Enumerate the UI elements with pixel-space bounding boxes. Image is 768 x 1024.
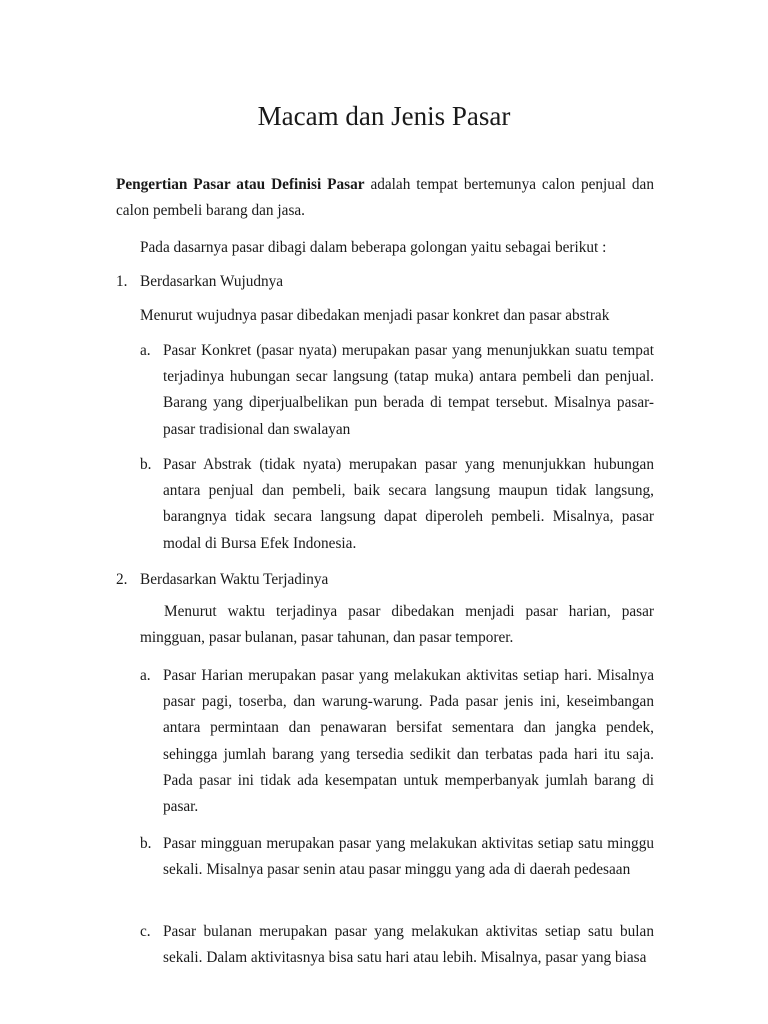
list-item-marker: c. xyxy=(140,923,151,940)
list-item-marker: b. xyxy=(140,456,152,473)
section-2-title: Berdasarkan Waktu Terjadinya xyxy=(140,571,329,588)
document-title: Macam dan Jenis Pasar xyxy=(257,101,511,131)
section-1-number: 1. xyxy=(116,273,128,290)
intro-paragraph xyxy=(116,172,654,224)
list-item-marker: a. xyxy=(140,667,151,684)
intro-definition: adalah tempat bertemunya calon penjual dan calon pembeli barang dan jasa. xyxy=(116,176,654,220)
section-1-title: Berdasarkan Wujudnya xyxy=(140,273,284,290)
section-2-number: 2. xyxy=(116,571,128,588)
intro-line-2: Pada dasarnya pasar dibagi dalam beberapa golongan yaitu sebagai berikut : xyxy=(140,239,607,256)
list-item-marker: a. xyxy=(140,342,151,359)
intro-bold-term: Pengertian Pasar atau Definisi Pasar xyxy=(116,176,365,193)
list-item-text: Pasar Harian merupakan pasar yang melakukan aktivitas setiap hari. Misalnya pasar pagi, toserba, dan warung-warung. Pada pasar jenis ini, keseimbangan antara permintaan dan penawaran bersifat sementara dan jangka pendek, sehingga jumlah barang yang tersedia sedikit dan terbatas pada hari itu saja. Pada pasar ini tidak ada kesempatan untuk memperbanyak jumlah barang di pasar. xyxy=(163,667,654,816)
list-item-text: Pasar bulanan merupakan pasar yang melakukan aktivitas setiap satu bulan sekali. Dalam aktivitasnya bisa satu hari atau lebih. Misalnya, pasar yang biasa xyxy=(163,923,654,967)
list-item-text: Pasar mingguan merupakan pasar yang melakukan aktivitas setiap satu minggu sekali. Misalnya pasar senin atau pasar minggu yang ada di daerah pedesaan xyxy=(163,835,654,879)
section-1-paragraph: Menurut wujudnya pasar dibedakan menjadi pasar konkret dan pasar abstrak xyxy=(140,307,610,324)
list-item-text: Pasar Konkret (pasar nyata) merupakan pasar yang menunjukkan suatu tempat terjadinya hubungan secar langsung (tatap muka) antara pembeli dan penjual. Barang yang diperjualbelikan pun berada di tempat tersebut. Misalnya pasar-pasar tradisional dan swalayan xyxy=(163,342,654,438)
list-item-marker: b. xyxy=(140,835,152,852)
list-item-text: Pasar Abstrak (tidak nyata) merupakan pasar yang menunjukkan hubungan antara penjual dan pembeli, baik secara langsung maupun tidak langsung, barangnya tidak secara langsung dapat diperoleh pembeli. Misalnya, pasar modal di Bursa Efek Indonesia. xyxy=(163,456,654,552)
section-2-paragraph: Menurut waktu terjadinya pasar dibedakan menjadi pasar harian, pasar mingguan, pasar bulanan, pasar tahunan, dan pasar temporer. xyxy=(140,603,654,647)
